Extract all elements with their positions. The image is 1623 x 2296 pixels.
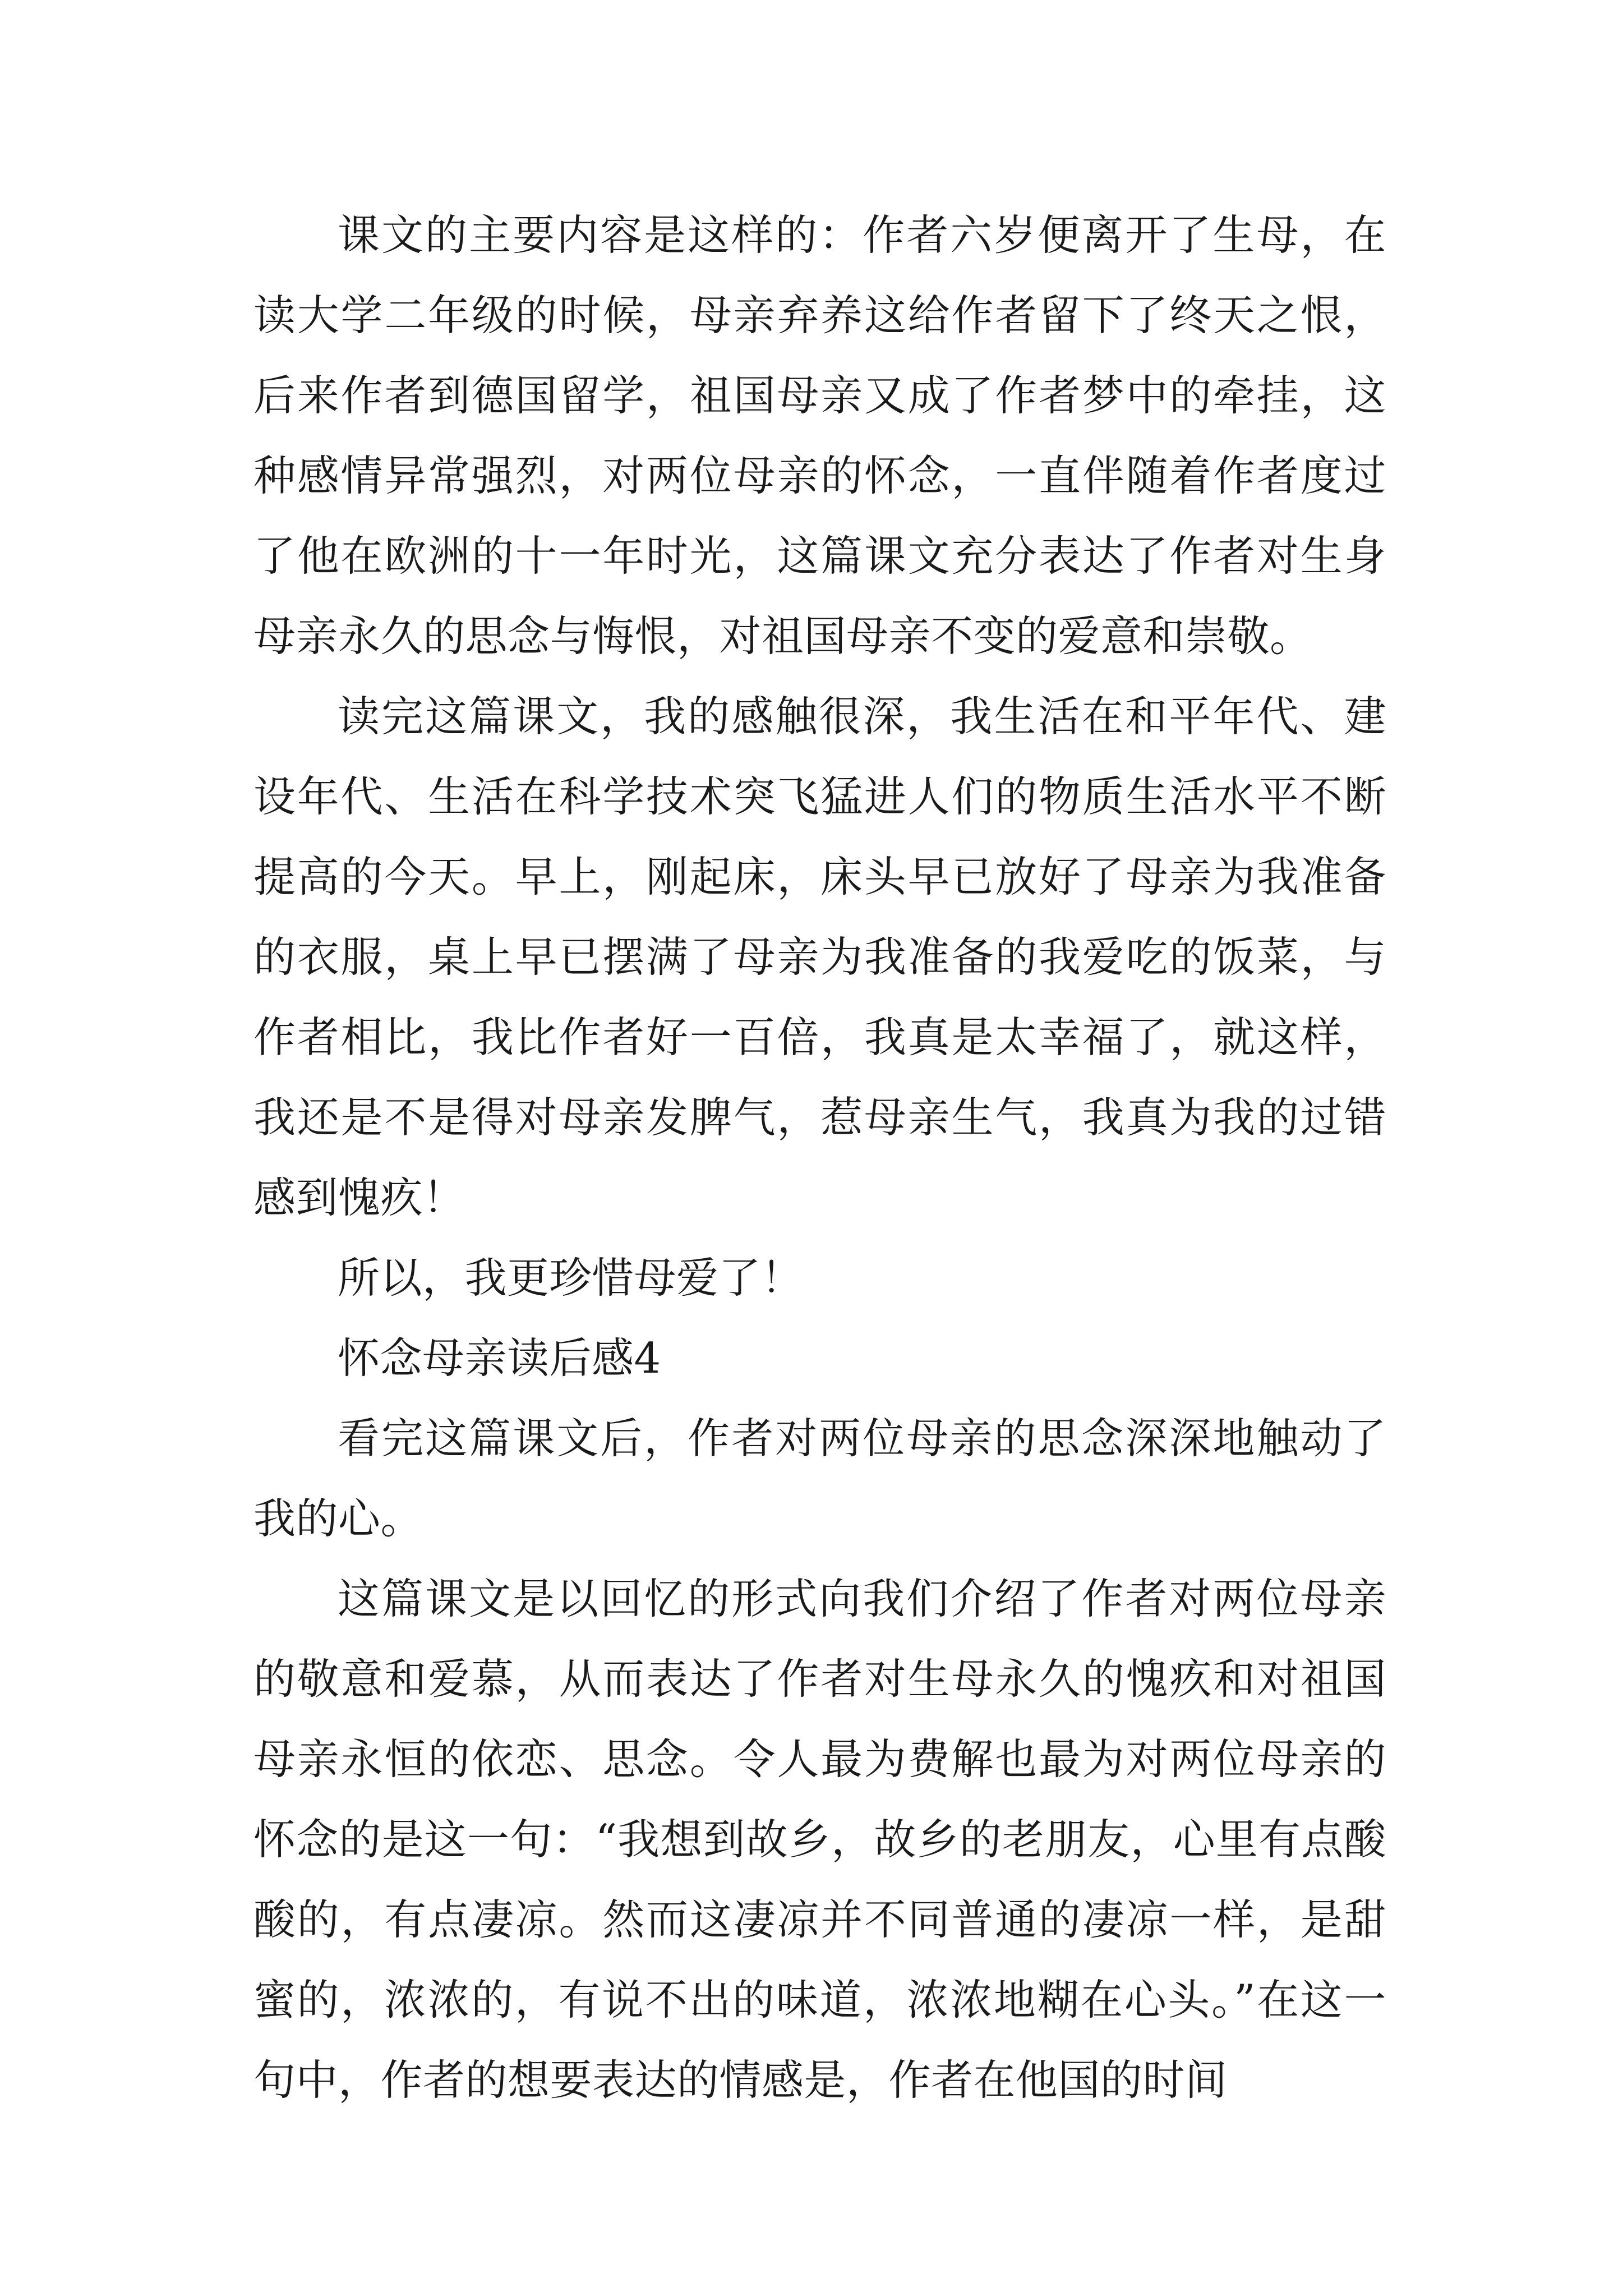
paragraph-2: 读完这篇课文，我的感触很深，我生活在和平年代、建设年代、生活在科学技术突飞猛进人们的物质生活水平不断提高的今天。早上，刚起床，床头早已放好了母亲为我准备的衣服，桌上早已摆满了母亲为我准备的我爱吃的饭菜，与作者相比，我比作者好一百倍，我真是太幸福了，就这样，我还是不是得对母亲发脾气，惹母亲生气，我真为我的过错感到愧疚！ [253,692,1386,1222]
paragraph-4: 看完这篇课文后，作者对两位母亲的思念深深地触动了我的心。 [253,1414,1386,1543]
paragraph-3: 所以，我更珍惜母爱了！ [338,1253,804,1303]
paragraph-1: 课文的主要内容是这样的：作者六岁便离开了生母，在读大学二年级的时候，母亲弃养这给作者留下了终天之恨，后来作者到德国留学，祖国母亲又成了作者梦中的牵挂，这种感情异常强烈，对两位母亲的怀念，一直伴随着作者度过了他在欧洲的十一年时光，这篇课文充分表达了作者对生身母亲永久的思念与悔恨，对祖国母亲不变的爱意和崇敬。 [253,210,1386,661]
document-body [253,195,1386,2120]
paragraph-5: 这篇课文是以回忆的形式向我们介绍了作者对两位母亲的敬意和爱慕，从而表达了作者对生母永久的愧疚和对祖国母亲永恒的依恋、思念。令人最为费解也最为对两位母亲的怀念的是这一句：“我想到故乡，故乡的老朋友，心里有点酸酸的，有点凄凉。然而这凄凉并不同普通的凄凉一样，是甜蜜的，浓浓的，有说不出的味道，浓浓地糊在心头。”在这一句中，作者的想要表达的情感是，作者在他国的时间 [253,1574,1386,2105]
section-heading: 怀念母亲读后感4 [338,1333,661,1383]
